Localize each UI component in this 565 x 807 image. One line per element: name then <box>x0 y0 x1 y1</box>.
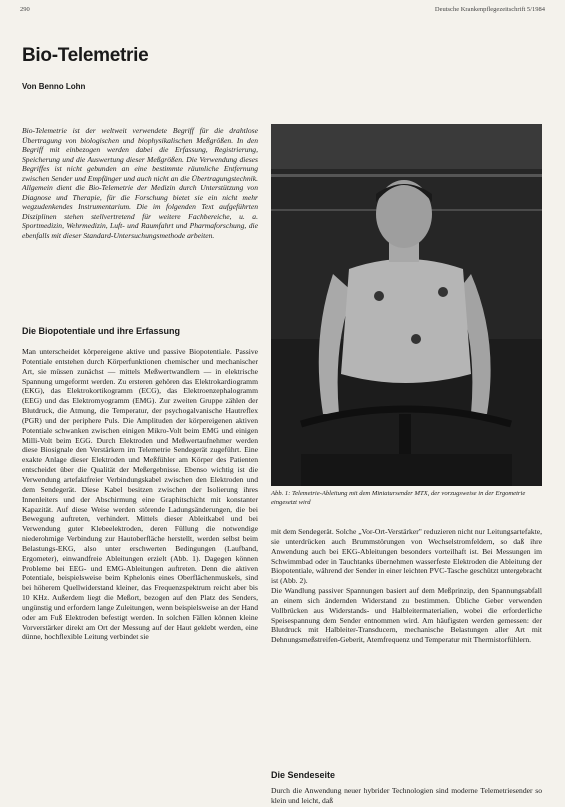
paragraph-sendeseite: Durch die Anwendung neuer hybrider Technologien sind moderne Telemetriesender so klein und leicht, daß <box>271 786 542 805</box>
journal-header: Deutsche Krankenpflegezeitschrift 5/1984 <box>434 6 545 13</box>
athlete-photo-image <box>271 124 542 486</box>
paragraph-passive-spannungen: Die Wandlung passiver Spannungen basiert auf dem Meßprinzip, den Spannungsabfall an einem sich ändernden Widerstand zu bestimmen. Übliche Geber verwenden Vollbrücken aus Widerstands- und Halbleitermaterialien, wobei die erforderliche Speisespannung dem Sender entnommen wird. Am häufigsten werden gemessen: der Blutdruck mit Halbleiter-Transducern, mechanische Belastungen aller Art mit Dehnungsmeßstreifen-Geberit, Atemfrequenz und Temperatur mit Thermistorfühlern. <box>271 586 542 645</box>
article-title: Bio-Telemetrie <box>22 45 149 66</box>
article-author: Von Benno Lohn <box>22 82 86 91</box>
left-column-text <box>22 347 258 642</box>
paragraph-biopotentiale: Man unterscheidet körpereigene aktive und passive Biopotentiale. Passive Potentiale entstehen durch Körperfunktionen chemischer und mechanischer Art, sie müssen zunächst — mittels Meßwertwandlern — in elektrische Spannung umgeformt werden. Zu ersteren gehören das Elektrokardiogramm (EKG), das Elektrokortikogramm (ECG), das Elektroenzephalogramm (EEG) und das Elektromyogramm (EMG). Zur zweiten Gruppe zählen der Blutdruck, die Atmung, die Temperatur, der psychogalvanische Hautreflex (PGR) und der periphere Puls. Die Amplituden der körpereigenen aktiven Potentiale schwanken zwischen einigen Mikro-Volt beim EMG und einigen Milli-Volt beim EGG. Durch Elektroden und Meßwertaufnehmer werden diese Biosignale den Verstärkern im Telemetrie Sendegerät zugeführt. Eine exakte Anlage dieser Elektroden und Meßfühler am Körper des Patienten entscheidet über die Qualität der Meßergebnisse. Ebenso wichtig ist die Verwendung artefaktfreier Verbindungskabel zwischen den Elektroden und dem Sendegerät. Diese Kabel besitzen zwischen der Isolierung ihres Innenleiters und der Abschirmung eine Graphitschicht mit konstanter Kapazität. Auf diese Weise werden störende Ladungsänderungen, die bei Bewegung auftreten, verhindert. Mittels dieser Ableitkabel und bei Verwendung guter Klebeelektroden, deren Füllung die notwendige niederohmige Verbindung zur Hautoberfläche herstellt, werden selbst beim Belastungs-EKG, also unter erschwerten Bedingungen (Laufband, Ergometer), einwandfreie Ableitungen erzielt (Abb. 1). Dagegen können Probleme bei EEG- und EMG-Ableitungen auftreten. Denn die aktiven Potentiale, beispielsweise beim Kphelonis eines Oberflächenmuskels, sind bei höherem Quellwiderstand kleiner, das Frequenzspektrum reicht aber bis 10 KHz. Außerdem liegt die Meßort, bezogen auf den Platz des Senders, ungünstig und erfordern lange Zuleitungen, wenn beispielsweise an der Hand oder am Fuß Elektroden befestigt werden. In solchen Fällen können kleine Vorverstärker direkt am Ort der Messung auf der Haut geklebt werden, eine dünne, hochflexible Leitung verbindet sie <box>22 347 258 642</box>
article-abstract <box>22 126 258 241</box>
abstract-text: Bio-Telemetrie ist der weltweit verwendete Begriff für die drahtlose Übertragung von biologischen und biophysikalischen Meßgrößen. In den Begriff mit einbezogen werden dabei die Erfassung, Registrierung, Speicherung und die Auswertung dieser Meßgrößen. Die Verwendung dieses Begriffes ist nicht gebunden an eine bestimmte räumliche Entfernung zwischen Sender und Empfänger und auch nicht an die Übertragungstechnik. Allgemein dient die Bio-Telemetrie der Medizin durch Unterstützung von Diagnose und Therapie, für die Forschung bietet sie ein nicht mehr wegzudenkendes Instrumentarium. Die im folgenden Text aufgeführten Disziplinen stehen stellvertretend für weitere Fachbereiche, u. a. Sportmedizin, Wehrmedizin, Luft- und Raumfahrt und Pharmaforschung, die ebenfalls mit dieser Standard-Untersuchungsmethode arbeiten. <box>22 126 258 241</box>
figure-caption: Abb. 1: Telemetrie-Ableitung mit dem Miniatursender MTX, der vorzugsweise in der Ergometrie eingesetzt wird <box>271 490 526 506</box>
section-heading-sendeseite: Die Sendeseite <box>271 770 336 780</box>
figure-photo <box>271 124 542 486</box>
paragraph-vor-ort-verstaerker: mit dem Sendegerät. Solche „Vor-Ort-Verstärker" reduzieren nicht nur Leitungsartefakte, sie unterdrücken auch Brummstörungen von Wechselstromfeldern, so daß ihre Anwendung auch bei EKG-Ableitungen besonders vorteilhaft ist. Bei Messungen im Schwimmbad oder in Tauchtanks übernehmen wasserfeste Elektroden die Ableitung der Biopotentiale, während der Sender in einer leichten PVC-Tasche geschützt untergebracht ist (Abb. 2). <box>271 527 542 586</box>
section-heading-biopotentiale: Die Biopotentiale und ihre Erfassung <box>22 326 181 336</box>
page-number: 290 <box>20 6 30 13</box>
right-column-text <box>271 527 542 645</box>
